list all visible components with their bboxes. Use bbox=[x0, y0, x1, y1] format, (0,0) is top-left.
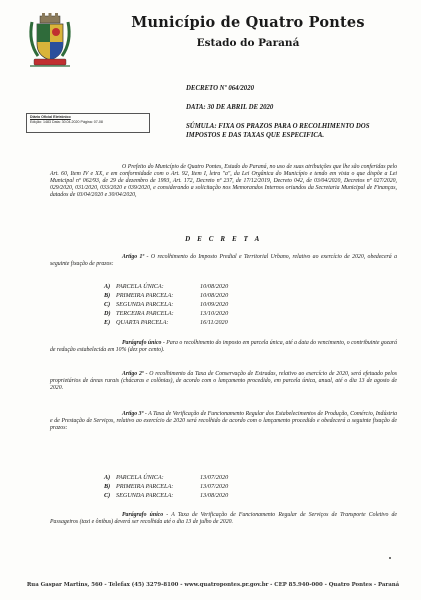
paragraph-text: - Para o recolhimento do imposto em parcela única, até a data do vencimento, o contribuinte gozará de redução estabelecida em 10% (dez por cento). bbox=[50, 340, 397, 354]
footer-address: Rua Gaspar Martins, 560 - Telefax (45) 3279-8100 - www.quatropontes.pr.gov.br - CEP 85.940-000 - Quatro Pontes - Paraná bbox=[26, 582, 400, 588]
list-item: E) QUARTA PARCELA: 16/11/2020 bbox=[104, 318, 228, 326]
list-item: C) SEGUNDA PARCELA: 10/09/2020 bbox=[104, 300, 229, 308]
article-2-label: Artigo 2º bbox=[122, 371, 144, 377]
list-item: A) PARCELA ÚNICA: 13/07/2020 bbox=[104, 474, 229, 481]
stamp-edition: Edição: 1483 Data: 30.04.2020 Página: 07-08 bbox=[30, 120, 103, 124]
state-subtitle: Estado do Paraná bbox=[196, 37, 300, 49]
article-3-parcel-list bbox=[104, 474, 304, 501]
coat-of-arms-icon bbox=[24, 12, 76, 72]
list-item: B) PRIMEIRA PARCELA: 13/07/2020 bbox=[104, 482, 229, 490]
list-item: C) SEGUNDA PARCELA: 13/08/2020 bbox=[104, 491, 229, 499]
article-3-label: Artigo 3º bbox=[122, 411, 144, 417]
municipality-title: Município de Quatro Pontes bbox=[131, 14, 365, 31]
article-3-paragraph bbox=[50, 512, 397, 526]
article-1-text: - O recolhimento do Imposto Predial e Territorial Urbano, relativo ao exercício de 2020, obedecerá a seguinte fixação de prazos: bbox=[50, 254, 397, 268]
article-1-label: Artigo 1º bbox=[122, 254, 145, 260]
decree-number: DECRETO Nº 064/2020 bbox=[186, 85, 255, 92]
official-gazette-stamp bbox=[26, 113, 150, 133]
list-item: D) TERCEIRA PARCELA: 13/10/2020 bbox=[104, 309, 229, 317]
article-2-text: - O recolhimento da Taxa de Conservação de Estradas, relativo ao exercício de 2020, será efetuado pelos proprietários de áreas rurais (chácaras e colônias), de acordo com o lançamento procedido, em parcela única, anual, até o dia 13 de agosto de 2020. bbox=[50, 371, 397, 392]
article-3-text: - A Taxa de Verificação de Funcionamento Regular dos Estabelecimentos de Produção, Comércio, Indústria e de Prestação de Serviços, relativo ao exercício de 2020 será recolhido de acordo com o lançamento procedido e obedecerá a seguinte fixação de prazos: bbox=[50, 411, 397, 432]
scan-mark bbox=[389, 557, 391, 559]
article-1 bbox=[50, 254, 397, 268]
stamp-title: Diário Oficial Eletrônico bbox=[30, 115, 71, 119]
paragraph-text: - A Taxa de Verificação de Funcionamento Regular de Serviços de Transporte Coletivo de Passageiros (taxi e ônibus) deverá ser recolhida até o dia 13 de julho de 2020. bbox=[50, 512, 397, 526]
article-3 bbox=[50, 411, 397, 432]
paragraph-label: Parágrafo único bbox=[122, 512, 164, 518]
article-1-paragraph bbox=[50, 340, 397, 354]
article-2 bbox=[50, 371, 397, 392]
list-item: A) PARCELA ÚNICA: 10/08/2020 bbox=[104, 283, 229, 290]
list-item: B) PRIMEIRA PARCELA: 10/08/2020 bbox=[104, 291, 229, 299]
decree-date: DATA: 30 DE ABRIL DE 2020 bbox=[186, 104, 274, 111]
decree-summary: SÚMULA: FIXA OS PRAZOS PARA O RECOLHIMENTO DOS IMPOSTOS E DAS TAXAS QUE ESPECIFICA. bbox=[186, 123, 370, 139]
article-1-parcel-list bbox=[104, 283, 304, 327]
paragraph-label: Parágrafo único bbox=[122, 340, 162, 346]
preamble: O Prefeito do Município de Quatro Pontes, Estado do Paraná, no uso de suas atribuições que lhe são conferidas pelo Art. 60, Item IV e XX, e em conformidade com o Art. 92, Item I, letra "a", da Lei Orgânica do Município e tendo em vista o que dispõe a Lei Municipal nº 062/93, de 29 de dezembro de 1993, Art. 172, Decreto nº 237, de 17/12/2019, Decreto 042, de 03/04/2020, Decretos nº 027/2020, 029/2020, 031/2020, 033/2020 e 039/2020, e considerando a solicitação nos Memorandos Internos oriundos da Secretaria Municipal de Finanças, datados de 03/04/2020 e 30/04/2020, bbox=[50, 164, 397, 199]
decreta-heading: D E C R E T A bbox=[185, 235, 262, 243]
